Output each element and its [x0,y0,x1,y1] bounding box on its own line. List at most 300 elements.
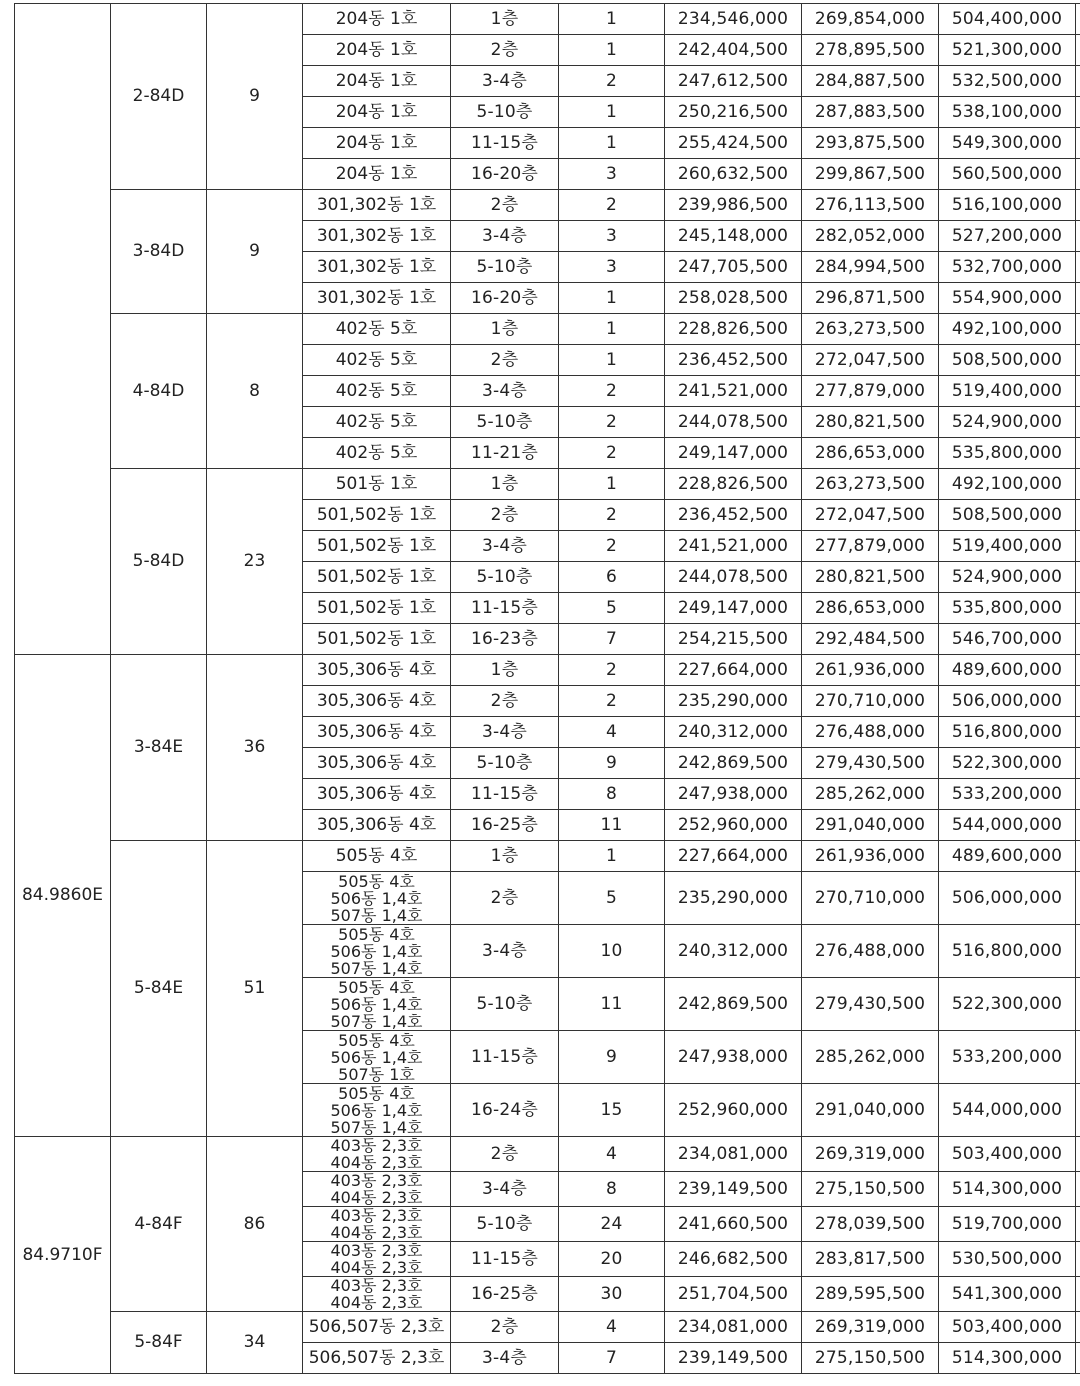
building-price-cell: 283,817,500 [802,1242,939,1277]
building-price-cell: 270,710,000 [802,872,939,925]
cut-off-column-cell [1076,624,1080,655]
unit-line: 404동 2,3호 [330,1293,423,1312]
unit-cell [303,1312,451,1343]
building-price-cell: 282,052,000 [802,221,939,252]
floor-cell: 5-10층 [451,562,559,593]
land-price-cell: 247,938,000 [665,1031,802,1084]
building-price-cell: 291,040,000 [802,810,939,841]
unit-cell [303,66,451,97]
unit-cell [303,978,451,1031]
unit-line: 204동 1호 [335,39,418,60]
total-price-cell: 519,400,000 [939,376,1076,407]
building-price-cell: 277,879,000 [802,531,939,562]
land-price-cell: 240,312,000 [665,925,802,978]
land-price-cell: 260,632,500 [665,159,802,190]
unit-line: 301,302동 1호 [316,225,437,246]
floor-cell: 11-15층 [451,593,559,624]
land-price-cell: 246,682,500 [665,1242,802,1277]
floor-cell: 11-15층 [451,1031,559,1084]
total-price-cell: 549,300,000 [939,128,1076,159]
unit-cell [303,159,451,190]
total-price-cell: 516,800,000 [939,717,1076,748]
unit-line: 301,302동 1호 [316,287,437,308]
type-count-cell: 36 [207,655,303,841]
apartment-price-table [14,3,1080,1374]
unit-count-cell: 4 [559,1312,665,1343]
building-price-cell: 272,047,500 [802,345,939,376]
floor-cell: 2층 [451,1312,559,1343]
unit-count-cell: 1 [559,4,665,35]
unit-line: 402동 5호 [335,318,418,339]
land-price-cell: 227,664,000 [665,841,802,872]
unit-count-cell: 11 [559,978,665,1031]
unit-line: 204동 1호 [335,8,418,29]
unit-line: 404동 2,3호 [330,1188,423,1207]
land-price-cell: 247,705,500 [665,252,802,283]
table-row [15,469,1080,500]
unit-cell [303,925,451,978]
cut-off-column-cell [1076,500,1080,531]
floor-cell: 16-25층 [451,1277,559,1312]
cut-off-column-cell [1076,872,1080,925]
unit-line: 305,306동 4호 [316,752,437,773]
land-price-cell: 249,147,000 [665,438,802,469]
unit-line: 305,306동 4호 [316,690,437,711]
unit-count-cell: 1 [559,128,665,159]
floor-cell: 2층 [451,1137,559,1172]
unit-cell [303,655,451,686]
table-row [15,314,1080,345]
type-cell: 4-84F [111,1137,207,1312]
price-table-sheet [14,3,1080,1383]
unit-cell [303,469,451,500]
floor-cell: 5-10층 [451,407,559,438]
building-price-cell: 291,040,000 [802,1084,939,1137]
cut-off-column-cell [1076,252,1080,283]
unit-line: 305,306동 4호 [316,783,437,804]
unit-line: 402동 5호 [335,380,418,401]
building-price-cell: 285,262,000 [802,779,939,810]
unit-line: 305,306동 4호 [316,659,437,680]
unit-line: 505동 4호 [338,1030,415,1050]
building-price-cell: 270,710,000 [802,686,939,717]
type-count-cell: 86 [207,1137,303,1312]
unit-line: 507동 1,4호 [330,1011,423,1031]
floor-cell: 3-4층 [451,1172,559,1207]
type-cell: 2-84D [111,4,207,190]
land-price-cell: 241,521,000 [665,531,802,562]
unit-count-cell: 3 [559,221,665,252]
unit-cell [303,593,451,624]
unit-count-cell: 2 [559,686,665,717]
total-price-cell: 522,300,000 [939,748,1076,779]
land-price-cell: 252,960,000 [665,1084,802,1137]
floor-cell: 5-10층 [451,97,559,128]
land-price-cell: 235,290,000 [665,686,802,717]
unit-count-cell: 6 [559,562,665,593]
type-count-cell: 9 [207,190,303,314]
cut-off-column-cell [1076,190,1080,221]
unit-count-cell: 4 [559,717,665,748]
unit-cell [303,1137,451,1172]
unit-cell [303,1242,451,1277]
land-price-cell: 254,215,500 [665,624,802,655]
type-count-cell: 34 [207,1312,303,1374]
unit-line: 506동 1,4호 [330,941,423,961]
type-cell: 3-84E [111,655,207,841]
cut-off-column-cell [1076,1084,1080,1137]
unit-cell [303,531,451,562]
total-price-cell: 535,800,000 [939,438,1076,469]
unit-line: 507동 1,4호 [330,905,423,925]
floor-cell: 2층 [451,500,559,531]
floor-cell: 1층 [451,841,559,872]
building-price-cell: 263,273,500 [802,469,939,500]
unit-cell [303,221,451,252]
type-count-cell: 51 [207,841,303,1137]
building-price-cell: 272,047,500 [802,500,939,531]
land-price-cell: 234,546,000 [665,4,802,35]
cut-off-column-cell [1076,345,1080,376]
area-cell: 84.9710F [15,1137,111,1374]
building-price-cell: 284,887,500 [802,66,939,97]
unit-line: 507동 1,4호 [330,958,423,978]
floor-cell: 5-10층 [451,252,559,283]
land-price-cell: 244,078,500 [665,407,802,438]
unit-line: 204동 1호 [335,163,418,184]
floor-cell: 16-20층 [451,159,559,190]
cut-off-column-cell [1076,841,1080,872]
building-price-cell: 261,936,000 [802,655,939,686]
unit-cell [303,748,451,779]
cut-off-column-cell [1076,97,1080,128]
floor-cell: 1층 [451,655,559,686]
cut-off-column-cell [1076,810,1080,841]
cut-off-column-cell [1076,469,1080,500]
unit-line: 506동 1,4호 [330,1047,423,1067]
land-price-cell: 235,290,000 [665,872,802,925]
land-price-cell: 228,826,500 [665,314,802,345]
unit-count-cell: 2 [559,376,665,407]
floor-cell: 3-4층 [451,1343,559,1374]
unit-line: 403동 2,3호 [330,1136,423,1155]
unit-line: 505동 4호 [335,845,418,866]
unit-line: 501,502동 1호 [316,535,437,556]
cut-off-column-cell [1076,283,1080,314]
total-price-cell: 524,900,000 [939,562,1076,593]
cut-off-column-cell [1076,128,1080,159]
building-price-cell: 293,875,500 [802,128,939,159]
land-price-cell: 258,028,500 [665,283,802,314]
table-row [15,4,1080,35]
land-price-cell: 234,081,000 [665,1312,802,1343]
type-cell: 3-84D [111,190,207,314]
total-price-cell: 503,400,000 [939,1312,1076,1343]
unit-cell [303,4,451,35]
land-price-cell: 234,081,000 [665,1137,802,1172]
floor-cell: 2층 [451,872,559,925]
type-count-cell: 23 [207,469,303,655]
cut-off-column-cell [1076,1172,1080,1207]
total-price-cell: 519,700,000 [939,1207,1076,1242]
unit-count-cell: 1 [559,283,665,314]
unit-count-cell: 7 [559,1343,665,1374]
total-price-cell: 538,100,000 [939,97,1076,128]
unit-line: 501,502동 1호 [316,597,437,618]
total-price-cell: 527,200,000 [939,221,1076,252]
cut-off-column-cell [1076,221,1080,252]
land-price-cell: 247,938,000 [665,779,802,810]
land-price-cell: 241,660,500 [665,1207,802,1242]
cut-off-column-cell [1076,1312,1080,1343]
unit-cell [303,1084,451,1137]
building-price-cell: 263,273,500 [802,314,939,345]
unit-line: 404동 2,3호 [330,1258,423,1277]
unit-cell [303,376,451,407]
building-price-cell: 275,150,500 [802,1343,939,1374]
unit-count-cell: 1 [559,841,665,872]
building-price-cell: 286,653,000 [802,593,939,624]
cut-off-column-cell [1076,978,1080,1031]
total-price-cell: 504,400,000 [939,4,1076,35]
floor-cell: 3-4층 [451,66,559,97]
cut-off-column-cell [1076,562,1080,593]
cut-off-column-cell [1076,748,1080,779]
total-price-cell: 524,900,000 [939,407,1076,438]
unit-count-cell: 3 [559,252,665,283]
total-price-cell: 489,600,000 [939,841,1076,872]
total-price-cell: 533,200,000 [939,779,1076,810]
total-price-cell: 535,800,000 [939,593,1076,624]
unit-line: 402동 5호 [335,349,418,370]
unit-line: 204동 1호 [335,70,418,91]
unit-cell [303,624,451,655]
land-price-cell: 251,704,500 [665,1277,802,1312]
unit-line: 305,306동 4호 [316,814,437,835]
unit-cell [303,500,451,531]
cut-off-column-cell [1076,531,1080,562]
building-price-cell: 276,488,000 [802,717,939,748]
unit-count-cell: 10 [559,925,665,978]
unit-cell [303,686,451,717]
unit-count-cell: 15 [559,1084,665,1137]
total-price-cell: 506,000,000 [939,686,1076,717]
floor-cell: 2층 [451,35,559,66]
cut-off-column-cell [1076,1207,1080,1242]
type-count-cell: 8 [207,314,303,469]
unit-line: 505동 4호 [338,1083,415,1103]
type-cell: 4-84D [111,314,207,469]
unit-count-cell: 2 [559,407,665,438]
floor-cell: 2층 [451,190,559,221]
land-price-cell: 239,986,500 [665,190,802,221]
land-price-cell: 242,404,500 [665,35,802,66]
floor-cell: 2층 [451,686,559,717]
unit-line: 501,502동 1호 [316,628,437,649]
land-price-cell: 252,960,000 [665,810,802,841]
unit-line: 505동 4호 [338,977,415,997]
unit-line: 506동 1,4호 [330,1100,423,1120]
cut-off-column-cell [1076,1031,1080,1084]
unit-line: 506,507동 2,3호 [308,1347,445,1368]
building-price-cell: 287,883,500 [802,97,939,128]
total-price-cell: 530,500,000 [939,1242,1076,1277]
unit-count-cell: 30 [559,1277,665,1312]
unit-line: 506동 1,4호 [330,994,423,1014]
land-price-cell: 239,149,500 [665,1172,802,1207]
cut-off-column-cell [1076,66,1080,97]
unit-count-cell: 2 [559,66,665,97]
building-price-cell: 275,150,500 [802,1172,939,1207]
building-price-cell: 280,821,500 [802,407,939,438]
type-cell: 5-84F [111,1312,207,1374]
cut-off-column-cell [1076,1277,1080,1312]
land-price-cell: 236,452,500 [665,500,802,531]
total-price-cell: 532,500,000 [939,66,1076,97]
building-price-cell: 261,936,000 [802,841,939,872]
total-price-cell: 516,100,000 [939,190,1076,221]
unit-line: 501,502동 1호 [316,566,437,587]
unit-cell [303,717,451,748]
floor-cell: 11-15층 [451,779,559,810]
floor-cell: 16-25층 [451,810,559,841]
unit-cell [303,779,451,810]
table-row [15,655,1080,686]
floor-cell: 16-20층 [451,283,559,314]
unit-line: 501,502동 1호 [316,504,437,525]
unit-count-cell: 8 [559,1172,665,1207]
unit-count-cell: 2 [559,438,665,469]
floor-cell: 3-4층 [451,221,559,252]
cut-off-column-cell [1076,1137,1080,1172]
unit-cell [303,810,451,841]
total-price-cell: 514,300,000 [939,1172,1076,1207]
unit-cell [303,283,451,314]
unit-count-cell: 1 [559,345,665,376]
area-cell [15,4,111,655]
unit-line: 301,302동 1호 [316,194,437,215]
land-price-cell: 242,869,500 [665,978,802,1031]
cut-off-column-cell [1076,655,1080,686]
total-price-cell: 489,600,000 [939,655,1076,686]
cut-off-column-cell [1076,314,1080,345]
unit-count-cell: 1 [559,35,665,66]
building-price-cell: 286,653,000 [802,438,939,469]
land-price-cell: 236,452,500 [665,345,802,376]
table-row [15,1137,1080,1172]
floor-cell: 1층 [451,469,559,500]
table-row [15,1312,1080,1343]
unit-cell [303,438,451,469]
total-price-cell: 492,100,000 [939,314,1076,345]
unit-line: 505동 4호 [338,924,415,944]
cut-off-column-cell [1076,593,1080,624]
unit-line: 204동 1호 [335,101,418,122]
building-price-cell: 276,113,500 [802,190,939,221]
floor-cell: 5-10층 [451,1207,559,1242]
building-price-cell: 279,430,500 [802,748,939,779]
floor-cell: 1층 [451,4,559,35]
total-price-cell: 519,400,000 [939,531,1076,562]
building-price-cell: 285,262,000 [802,1031,939,1084]
unit-line: 403동 2,3호 [330,1241,423,1260]
floor-cell: 3-4층 [451,717,559,748]
unit-count-cell: 5 [559,593,665,624]
floor-cell: 2층 [451,345,559,376]
cut-off-column-cell [1076,686,1080,717]
total-price-cell: 546,700,000 [939,624,1076,655]
unit-cell [303,345,451,376]
type-cell: 5-84D [111,469,207,655]
land-price-cell: 239,149,500 [665,1343,802,1374]
unit-line: 404동 2,3호 [330,1223,423,1242]
unit-cell [303,252,451,283]
unit-count-cell: 9 [559,1031,665,1084]
unit-cell [303,1207,451,1242]
unit-cell [303,407,451,438]
total-price-cell: 503,400,000 [939,1137,1076,1172]
unit-cell [303,314,451,345]
unit-count-cell: 8 [559,779,665,810]
unit-cell [303,190,451,221]
unit-cell [303,562,451,593]
building-price-cell: 299,867,500 [802,159,939,190]
unit-cell [303,1031,451,1084]
unit-cell [303,1277,451,1312]
building-price-cell: 284,994,500 [802,252,939,283]
total-price-cell: 508,500,000 [939,345,1076,376]
unit-line: 305,306동 4호 [316,721,437,742]
unit-line: 507동 1,4호 [330,1117,423,1137]
unit-count-cell: 3 [559,159,665,190]
floor-cell: 1층 [451,314,559,345]
floor-cell: 11-15층 [451,1242,559,1277]
total-price-cell: 521,300,000 [939,35,1076,66]
type-cell: 5-84E [111,841,207,1137]
building-price-cell: 277,879,000 [802,376,939,407]
building-price-cell: 278,039,500 [802,1207,939,1242]
floor-cell: 3-4층 [451,531,559,562]
total-price-cell: 522,300,000 [939,978,1076,1031]
cut-off-column-cell [1076,376,1080,407]
cut-off-column-cell [1076,1343,1080,1374]
unit-cell [303,1343,451,1374]
land-price-cell: 255,424,500 [665,128,802,159]
unit-count-cell: 20 [559,1242,665,1277]
land-price-cell: 245,148,000 [665,221,802,252]
unit-line: 301,302동 1호 [316,256,437,277]
unit-line: 506동 1,4호 [330,888,423,908]
total-price-cell: 541,300,000 [939,1277,1076,1312]
unit-count-cell: 11 [559,810,665,841]
building-price-cell: 289,595,500 [802,1277,939,1312]
land-price-cell: 247,612,500 [665,66,802,97]
land-price-cell: 244,078,500 [665,562,802,593]
total-price-cell: 554,900,000 [939,283,1076,314]
unit-line: 403동 2,3호 [330,1171,423,1190]
cut-off-column-cell [1076,925,1080,978]
unit-count-cell: 2 [559,655,665,686]
unit-cell [303,128,451,159]
type-count-cell: 9 [207,4,303,190]
unit-line: 402동 5호 [335,411,418,432]
land-price-cell: 227,664,000 [665,655,802,686]
cut-off-column-cell [1076,159,1080,190]
total-price-cell: 560,500,000 [939,159,1076,190]
unit-cell [303,1172,451,1207]
land-price-cell: 242,869,500 [665,748,802,779]
total-price-cell: 533,200,000 [939,1031,1076,1084]
